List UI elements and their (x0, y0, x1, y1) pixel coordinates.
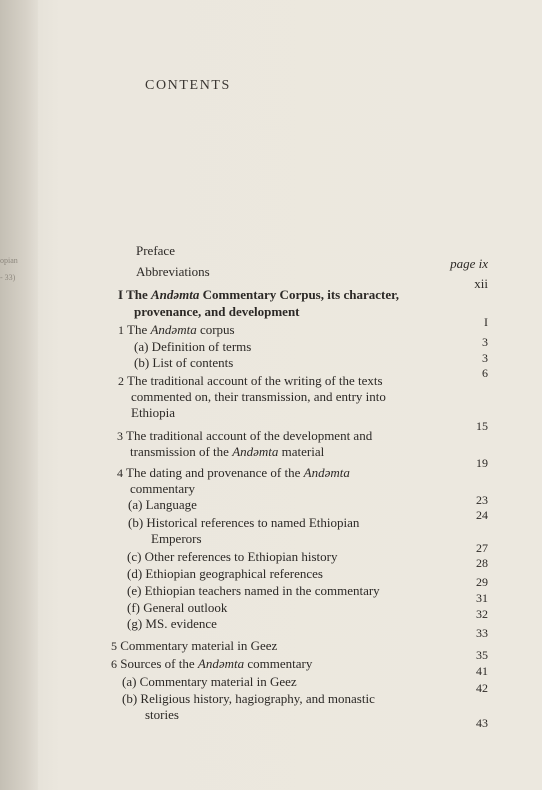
page-number: 29 (476, 575, 488, 589)
entry-text: The traditional account of the development and (126, 428, 373, 443)
toc-entry-4c (127, 549, 337, 565)
toc-entry-4f (127, 600, 227, 616)
entry-text: (d) Ethiopian geographical references (127, 566, 323, 581)
page-number: 24 (476, 508, 488, 522)
toc-entry-6a (122, 674, 297, 690)
entry-italic: Andəmta (151, 287, 200, 302)
chapter-number: 5 (111, 639, 117, 653)
toc-entry-4b-cont (151, 531, 202, 547)
toc-entry-2 (118, 373, 383, 389)
entry-text: (b) List of contents (134, 355, 234, 370)
entry-text: commentary (130, 481, 195, 496)
page-number: 19 (476, 456, 488, 470)
toc-entry-abbreviations (136, 264, 210, 280)
previous-page-fragment: - 33) (0, 273, 16, 282)
entry-text: (e) Ethiopian teachers named in the commentary (127, 583, 380, 598)
toc-entry-2-cont (131, 389, 386, 405)
entry-text-tail: material (278, 444, 325, 459)
toc-entry-part-1-cont (134, 304, 300, 320)
page-number: 41 (476, 664, 488, 678)
entry-text: (g) MS. evidence (127, 616, 217, 631)
chapter-number: 2 (118, 374, 124, 388)
toc-entry-4e (127, 583, 380, 599)
toc-entry-4b (128, 515, 359, 531)
entry-text: Ethiopia (131, 405, 176, 420)
toc-entry-4g (127, 616, 217, 632)
toc-entry-part-1 (118, 287, 399, 303)
entry-text-tail: commentary (244, 656, 313, 671)
entry-text: provenance, and development (134, 304, 300, 319)
page-number: 31 (476, 591, 488, 605)
entry-text: (f) General outlook (127, 600, 228, 615)
entry-text: Commentary material in Geez (120, 638, 278, 653)
entry-text-tail: Commentary Corpus, its character, (199, 287, 399, 302)
toc-entry-4 (117, 465, 350, 481)
toc-entry-5 (111, 638, 277, 654)
entry-text: (a) Definition of terms (134, 339, 252, 354)
entry-text: (b) Religious history, hagiography, and monastic (122, 691, 375, 706)
chapter-number: 4 (117, 466, 123, 480)
entry-italic: Andəmta (232, 444, 279, 459)
page-number: 15 (476, 419, 488, 433)
entry-text: The dating and provenance of the (126, 465, 304, 480)
entry-text: commented on, their transmission, and entry into (131, 389, 386, 404)
page-number: 23 (476, 493, 488, 507)
toc-entry-1a (134, 339, 251, 355)
entry-text: (a) Language (128, 497, 197, 512)
toc-entry-6 (111, 656, 312, 672)
toc-entry-1b (134, 355, 233, 371)
entry-italic: Andəmta (303, 465, 350, 480)
toc-entry-3 (117, 428, 372, 444)
page-number: page ix (450, 256, 488, 271)
toc-entry-6b-cont (145, 707, 179, 723)
page-number: 3 (482, 335, 488, 349)
entry-text: Sources of the (120, 656, 198, 671)
entry-text: Preface (136, 243, 175, 258)
page-number: 33 (476, 626, 488, 640)
toc-entry-2-cont (131, 405, 175, 421)
entry-text-tail: corpus (196, 322, 235, 337)
toc-entry-4-cont (130, 481, 195, 497)
page-number: 35 (476, 648, 488, 662)
chapter-number: 6 (111, 657, 117, 671)
entry-text: The (127, 322, 151, 337)
toc-entry-4d (127, 566, 323, 582)
chapter-number: 1 (118, 323, 124, 337)
page-number: 27 (476, 541, 488, 555)
entry-text: (a) Commentary material in Geez (122, 674, 297, 689)
entry-italic: Andəmta (197, 656, 245, 671)
page-number: 28 (476, 556, 488, 570)
page-number: I (484, 315, 488, 329)
page-number: 43 (476, 716, 488, 730)
page-number: 32 (476, 607, 488, 621)
previous-page-fragment: opian (0, 256, 18, 265)
entry-text: (c) Other references to Ethiopian history (127, 549, 338, 564)
page-number: 3 (482, 351, 488, 365)
contents-title: CONTENTS (145, 78, 231, 93)
toc-entry-3-cont (130, 444, 324, 460)
page-number: 42 (476, 681, 488, 695)
entry-text: The traditional account of the writing of the texts (127, 373, 383, 388)
toc-entry-4a (128, 497, 197, 513)
entry-text: The (126, 287, 151, 302)
entry-text: Emperors (151, 531, 202, 546)
entry-text: Abbreviations (136, 264, 210, 279)
chapter-number: 3 (117, 429, 123, 443)
toc-entry-preface (136, 243, 175, 259)
entry-italic: Andəmta (150, 322, 197, 337)
page-gutter (0, 0, 38, 790)
toc-entry-1 (118, 322, 235, 338)
part-number: I (118, 287, 124, 302)
page-number: 6 (482, 366, 488, 380)
entry-text: transmission of the (130, 444, 233, 459)
page-number: xii (474, 276, 488, 291)
entry-text: stories (145, 707, 179, 722)
entry-text: (b) Historical references to named Ethiopian (128, 515, 360, 530)
toc-entry-6b (122, 691, 375, 707)
